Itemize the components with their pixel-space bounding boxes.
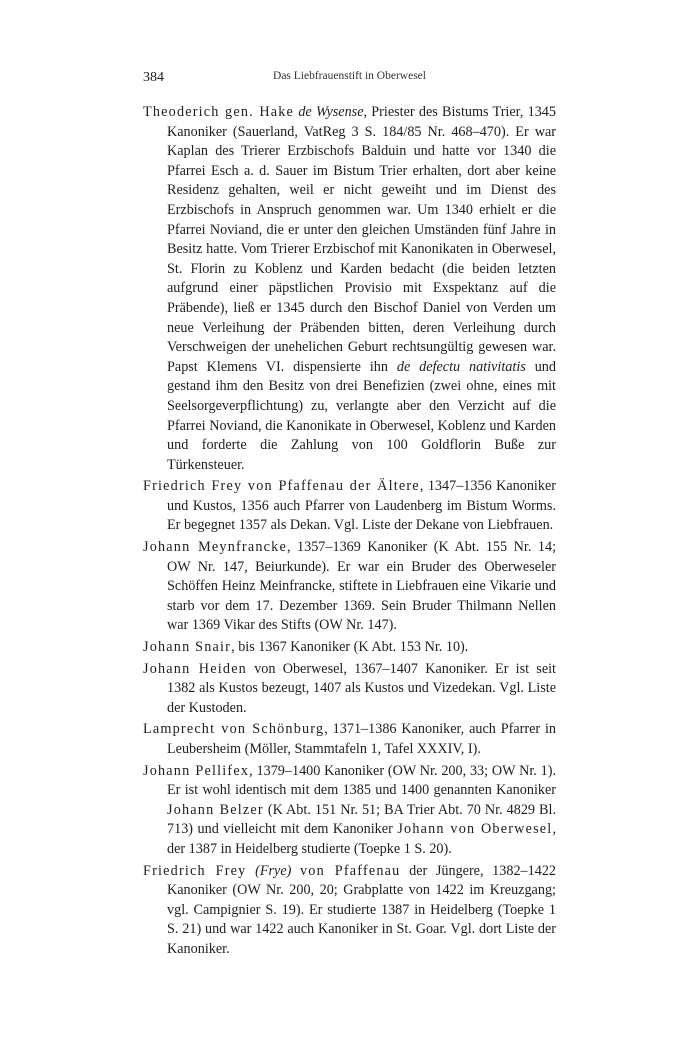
entry-name-italic: (Frye)	[255, 862, 292, 879]
entry-johann-snair	[143, 638, 556, 658]
entry-text-end: und gestand ihm den Besitz von drei Benefizien (zwei ohne, eines mit Seelsorgeverpflichtung) zu, verlangte aber den Verzicht auf die Pfarrei Noviand, die Kanonikate in Oberwesel, Koblenz und Karden und forderte die Zahlung von 100 Goldflorin Buße zur Türkensteuer.	[167, 358, 556, 473]
entry-text: , bis 1367 Kanoniker (K Abt. 153 Nr. 10).	[231, 639, 469, 656]
entry-friedrich-frey-juengere	[143, 862, 556, 960]
entry-johann-meynfrancke	[143, 538, 556, 636]
entry-name: Friedrich Frey	[143, 862, 247, 879]
running-head	[143, 70, 556, 86]
entry-text: von Oberwesel, 1367–1407 Kanoniker. Er ist seit 1382 als Kustos bezeugt, 1407 als Kustos und Vizedekan. Vgl. Liste der Kustoden.	[167, 660, 556, 716]
entry-text-mid: (K Abt. 151 Nr. 51; BA Trier Abt. 70 Nr. 4829 Bl. 713) und vielleicht mit dem Kanoniker	[167, 801, 556, 838]
running-title: Das Liebfrauenstift in Oberwesel	[273, 70, 426, 82]
entry-lamprecht-von-schoenburg	[143, 720, 556, 759]
entry-theoderich	[143, 103, 556, 475]
entry-text-italic: de defectu nativitatis	[396, 358, 526, 375]
canon-list	[143, 103, 556, 962]
entry-text: , 1357–1369 Kanoniker (K Abt. 155 Nr. 14; OW Nr. 147, Beiurkunde). Er war ein Bruder des Oberweseler Schöffen Heinz Meinfrancke, stiftete in Liebfrauen eine Vikarie und starb vor dem 17. Dezember 1369. Sein Bruder Thilmann Nellen war 1369 Vikar des Stifts (OW Nr. 147).	[167, 539, 557, 634]
entry-name: Johann Snair	[143, 639, 232, 656]
entry-text: , 1379–1400 Kanoniker (OW Nr. 200, 33; OW Nr. 1). Er ist wohl identisch mit dem 1385 und 1400 genannten Kanoniker	[167, 762, 556, 799]
entry-text: , 1347–1356 Kanoniker und Kustos, 1356 auch Pfarrer von Laudenberg im Bistum Worms. Er begegnet 1357 als Dekan. Vgl. Liste der Dekane von Liebfrauen.	[167, 478, 556, 534]
entry-name: Johann Meynfrancke	[143, 539, 287, 556]
entry-name: Friedrich Frey von Pfaffenau der Ältere	[143, 478, 420, 495]
entry-text: , 1382–1422 Kanoniker (OW Nr. 200, 20; Grabplatte von 1422 im Kreuzgang; vgl. Campignier S. 19). Er studierte 1387 in Heidelberg (Toepke 1 S. 21) und war 1422 auch Kanoniker in St. Goar. Vgl. dort Liste der Kanoniker.	[167, 862, 557, 957]
entry-text: , Priester des Bistums Trier, 1345 Kanoniker (Sauerland, VatReg 3 S. 184/85 Nr. 468–470). Er war Kaplan des Trierer Erzbischofs Balduin und hatte vor 1340 die Pfarrei Esch a. d. Sauer im Bistum Trier erhalten, dort aber keine Residenz gehalten, weil er nicht geweiht und im Dienst des Erzbischofs in Anspruch genommen war. Um 1340 erhielt er die Pfarrei Noviand, die er unter den gleichen Umständen fünf Jahre in Besitz hatte. Vom Trierer Erzbischof mit Kanonikaten in Oberwesel, St. Florin zu Koblenz und Karden bedacht (die beiden letzten aufgrund einer päpstlichen Provisio mit Exspektanz auf die Präbende), ließ er 1345 durch den Bischof Daniel von Verden um neue Verleihung der Präbenden bitten, deren Verleihung durch Verschweigen der unehelichen Geburt rechtsungültig gewesen war. Papst Klemens VI. dispensierte ihn	[167, 104, 556, 375]
entry-name-plain: der Jüngere	[409, 862, 480, 879]
entry-johann-pellifex	[143, 762, 556, 860]
entry-name-rest: von Pfaffenau	[300, 862, 401, 879]
entry-name-suffix: de Wysense	[298, 104, 364, 120]
entry-text-end: , der 1387 in Heidelberg studierte (Toepke 1 S. 20).	[167, 821, 556, 857]
entry-johann-heiden	[143, 660, 556, 719]
page-number: 384	[143, 70, 164, 85]
entry-name: Theoderich gen. Hake	[143, 104, 295, 120]
entry-name: Lamprecht von Schönburg	[143, 721, 325, 738]
entry-name: Johann Heiden	[143, 660, 247, 677]
entry-text: , 1371–1386 Kanoniker, auch Pfarrer in Leubersheim (Möller, Stammtafeln 1, Tafel XXXIV, I).	[167, 721, 557, 757]
entry-friedrich-frey-aeltere	[143, 477, 556, 536]
entry-inline-name: Johann Belzer	[167, 801, 264, 818]
entry-inline-name: Johann von Oberwesel	[397, 821, 553, 838]
entry-name: Johann Pellifex	[143, 762, 250, 779]
